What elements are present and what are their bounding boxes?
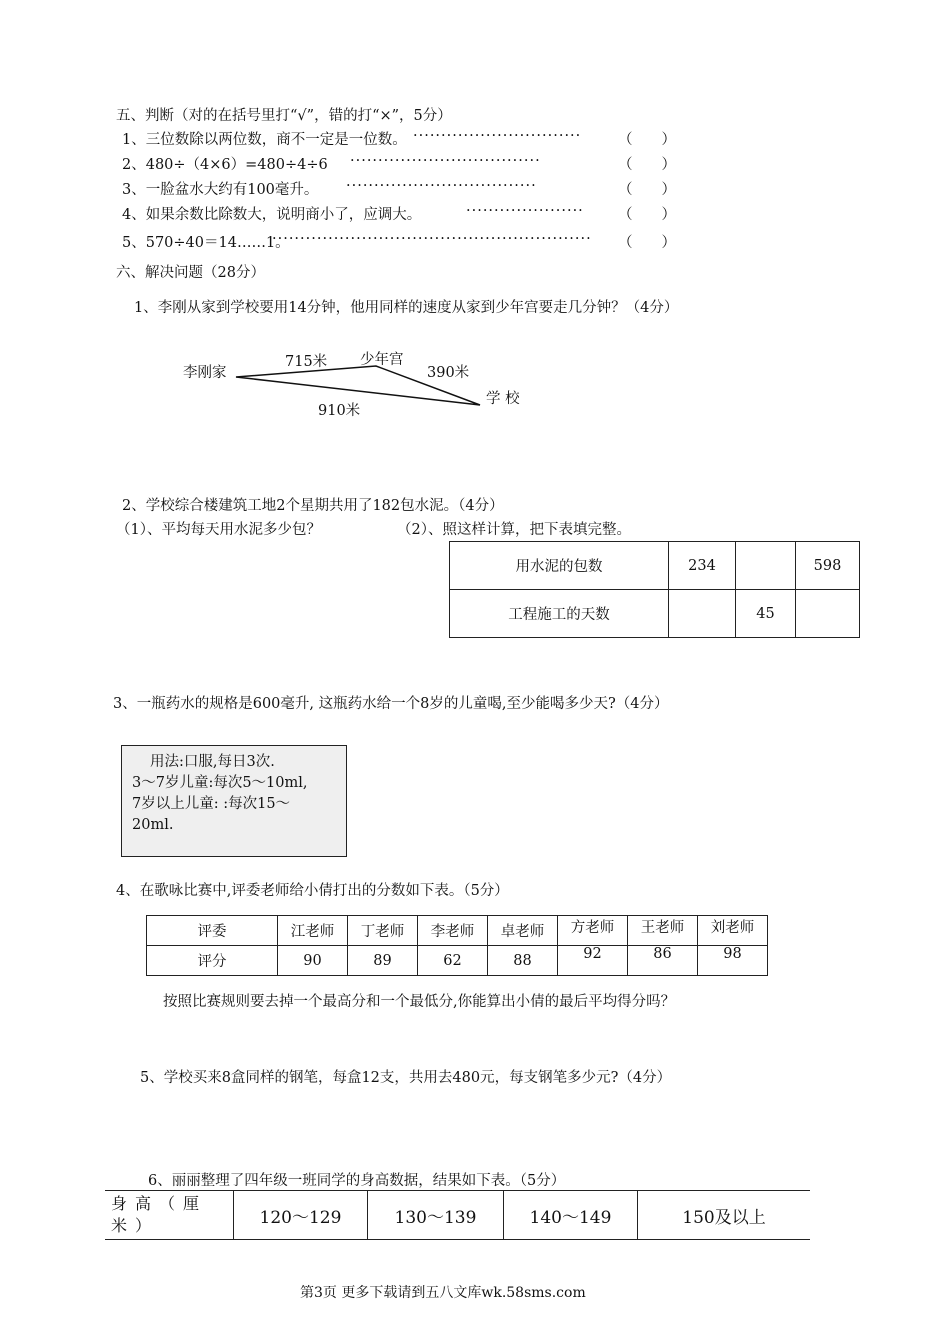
table-row (450, 542, 860, 590)
question-4: 4、在歌咏比赛中,评委老师给小倩打出的分数如下表。（5分） (116, 883, 509, 899)
note-line: 20ml. (132, 817, 174, 833)
score-cell: 92 (558, 946, 628, 976)
judge-item-3: 3、一脸盆水大约有100毫升。 (122, 182, 319, 198)
distance-palace-school: 390米 (427, 365, 470, 381)
header-cell: 王老师 (628, 916, 698, 946)
score-cell: 评分 (147, 946, 278, 976)
header-cell: 卓老师 (488, 916, 558, 946)
dosage-note-box (121, 745, 347, 857)
table-row (450, 590, 860, 638)
header-cell: 150及以上 (638, 1191, 811, 1240)
question-6: 6、丽丽整理了四年级一班同学的身高数据，结果如下表。（5分） (148, 1173, 566, 1189)
table-row (147, 916, 768, 946)
header-cell: 120～129 (234, 1191, 368, 1240)
question-4-ask: 按照比赛规则要去掉一个最高分和一个最低分,你能算出小倩的最后平均得分吗？ (163, 994, 676, 1010)
answer-paren-5[interactable]: （ ） (618, 235, 676, 251)
label-palace: 少年宫 (360, 352, 404, 368)
note-line: 3～7岁儿童:每次5～10ml, (132, 775, 308, 791)
score-cell: 90 (278, 946, 348, 976)
judge-item-2: 2、480÷（4×6）=480÷4÷6 (122, 157, 328, 173)
label-home: 李刚家 (183, 365, 227, 381)
answer-paren-3[interactable]: （ ） (618, 182, 676, 198)
score-table (146, 915, 768, 976)
score-cell: 89 (348, 946, 418, 976)
row-label: 工程施工的天数 (450, 590, 669, 638)
table-row (105, 1191, 810, 1240)
section5-title: 五、判断（对的在括号里打“√”，错的打“×”，5分） (116, 108, 452, 124)
question-2-sub1: （1）、平均每天用水泥多少包？ (116, 522, 321, 538)
header-cell: 李老师 (418, 916, 488, 946)
header-cell: 140～149 (504, 1191, 638, 1240)
score-cell: 86 (628, 946, 698, 976)
blank-cell[interactable] (669, 590, 736, 638)
header-cell: 身高（厘米） (105, 1191, 234, 1240)
dotted-leader: ····················· (466, 203, 584, 219)
dotted-leader: ························································· (272, 231, 592, 247)
answer-paren-1[interactable]: （ ） (618, 132, 676, 148)
table-cell: 598 (796, 542, 860, 590)
header-cell: 丁老师 (348, 916, 418, 946)
note-line: 用法:口服,每日3次. (150, 754, 275, 770)
row-label: 用水泥的包数 (450, 542, 669, 590)
table-row (147, 946, 768, 976)
question-5: 5、学校买来8盒同样的钢笔，每盒12支，共用去480元，每支钢笔多少元?（4分） (140, 1070, 672, 1086)
question-1: 1、李刚从家到学校要用14分钟，他用同样的速度从家到少年宫要走几分钟？（4分） (134, 300, 679, 316)
question-2-sub2: （2）、照这样计算，把下表填完整。 (397, 522, 631, 538)
distance-home-school: 910米 (318, 403, 361, 419)
answer-paren-4[interactable]: （ ） (618, 207, 676, 223)
header-cell: 刘老师 (698, 916, 768, 946)
judge-item-4: 4、如果余数比除数大，说明商小了，应调大。 (122, 207, 422, 223)
label-school: 学 校 (486, 391, 520, 407)
blank-cell[interactable] (796, 590, 860, 638)
header-cell: 评委 (147, 916, 278, 946)
cement-table (449, 541, 860, 638)
question-2: 2、学校综合楼建筑工地2个星期共用了182包水泥。（4分） (122, 498, 504, 514)
distance-home-palace: 715米 (285, 354, 328, 370)
page-footer: 第3页 更多下载请到五八文库wk.58sms.com (300, 1285, 586, 1301)
score-cell: 98 (698, 946, 768, 976)
note-line: 7岁以上儿童: :每次15～ (132, 796, 291, 812)
dotted-leader: ······························ (413, 128, 582, 144)
header-cell: 130～139 (368, 1191, 504, 1240)
blank-cell[interactable] (736, 542, 796, 590)
score-cell: 62 (418, 946, 488, 976)
header-cell: 江老师 (278, 916, 348, 946)
judge-item-1: 1、三位数除以两位数，商不一定是一位数。 (122, 132, 407, 148)
table-cell: 234 (669, 542, 736, 590)
judge-item-5: 5、570÷40＝14……1。 (122, 235, 290, 251)
table-cell: 45 (736, 590, 796, 638)
height-table (105, 1190, 810, 1240)
question-3: 3、一瓶药水的规格是600毫升, 这瓶药水给一个8岁的儿童喝,至少能喝多少天?（4分） (113, 696, 669, 712)
section6-title: 六、解决问题（28分） (116, 265, 265, 281)
score-cell: 88 (488, 946, 558, 976)
dotted-leader: ·································· (350, 153, 541, 169)
answer-paren-2[interactable]: （ ） (618, 157, 676, 173)
dotted-leader: ·································· (346, 178, 537, 194)
header-cell: 方老师 (558, 916, 628, 946)
